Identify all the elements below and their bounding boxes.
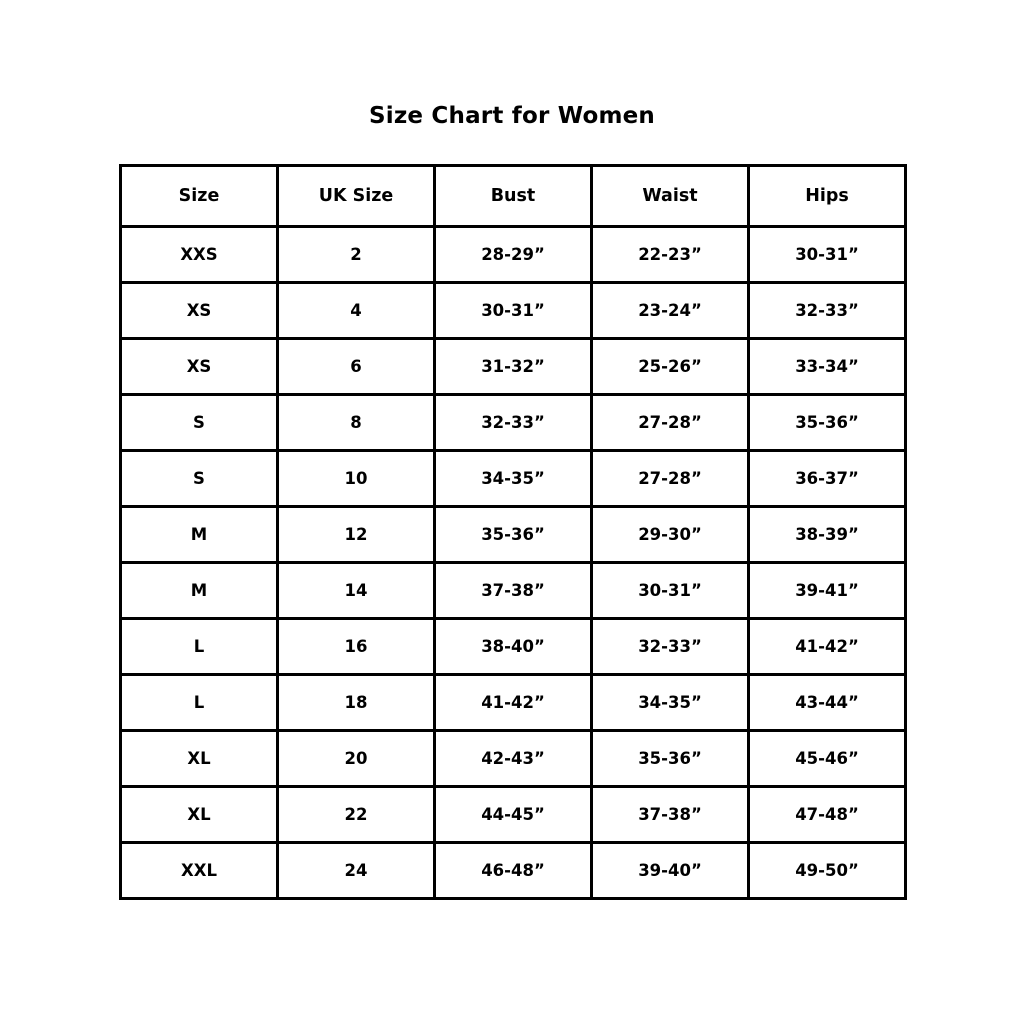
- cell-size: XL: [121, 731, 278, 787]
- cell-size: L: [121, 619, 278, 675]
- table-row: [121, 843, 906, 899]
- cell-uk-size: 16: [278, 619, 435, 675]
- cell-size: XXS: [121, 227, 278, 283]
- column-header-uk-size: UK Size: [278, 166, 435, 227]
- cell-hips: 30-31”: [749, 227, 906, 283]
- cell-hips: 39-41”: [749, 563, 906, 619]
- cell-uk-size: 8: [278, 395, 435, 451]
- cell-uk-size: 14: [278, 563, 435, 619]
- cell-hips: 47-48”: [749, 787, 906, 843]
- cell-waist: 37-38”: [592, 787, 749, 843]
- cell-uk-size: 10: [278, 451, 435, 507]
- cell-uk-size: 12: [278, 507, 435, 563]
- table-row: [121, 395, 906, 451]
- cell-waist: 25-26”: [592, 339, 749, 395]
- cell-waist: 23-24”: [592, 283, 749, 339]
- cell-bust: 31-32”: [435, 339, 592, 395]
- cell-bust: 34-35”: [435, 451, 592, 507]
- cell-bust: 38-40”: [435, 619, 592, 675]
- cell-bust: 44-45”: [435, 787, 592, 843]
- page-title: Size Chart for Women: [368, 103, 655, 129]
- cell-hips: 32-33”: [749, 283, 906, 339]
- cell-bust: 32-33”: [435, 395, 592, 451]
- cell-uk-size: 6: [278, 339, 435, 395]
- cell-waist: 32-33”: [592, 619, 749, 675]
- cell-waist: 29-30”: [592, 507, 749, 563]
- table-row: [121, 339, 906, 395]
- cell-bust: 37-38”: [435, 563, 592, 619]
- column-header-size: Size: [121, 166, 278, 227]
- table-row: [121, 619, 906, 675]
- cell-uk-size: 18: [278, 675, 435, 731]
- table-row: [121, 283, 906, 339]
- cell-waist: 39-40”: [592, 843, 749, 899]
- cell-size: M: [121, 563, 278, 619]
- table-row: [121, 507, 906, 563]
- table-header: [121, 166, 906, 227]
- cell-waist: 27-28”: [592, 451, 749, 507]
- cell-hips: 49-50”: [749, 843, 906, 899]
- column-header-waist: Waist: [592, 166, 749, 227]
- table-row: [121, 451, 906, 507]
- cell-hips: 43-44”: [749, 675, 906, 731]
- cell-size: M: [121, 507, 278, 563]
- cell-uk-size: 22: [278, 787, 435, 843]
- cell-hips: 45-46”: [749, 731, 906, 787]
- table-row: [121, 731, 906, 787]
- cell-size: S: [121, 451, 278, 507]
- cell-bust: 35-36”: [435, 507, 592, 563]
- table-row: [121, 227, 906, 283]
- cell-bust: 28-29”: [435, 227, 592, 283]
- cell-waist: 35-36”: [592, 731, 749, 787]
- table-row: [121, 563, 906, 619]
- cell-hips: 33-34”: [749, 339, 906, 395]
- cell-hips: 41-42”: [749, 619, 906, 675]
- column-header-bust: Bust: [435, 166, 592, 227]
- cell-bust: 46-48”: [435, 843, 592, 899]
- size-chart-table: [119, 164, 907, 900]
- table-body: [121, 227, 906, 899]
- column-header-hips: Hips: [749, 166, 906, 227]
- cell-bust: 30-31”: [435, 283, 592, 339]
- cell-bust: 41-42”: [435, 675, 592, 731]
- table-row: [121, 787, 906, 843]
- cell-bust: 42-43”: [435, 731, 592, 787]
- cell-hips: 35-36”: [749, 395, 906, 451]
- cell-waist: 22-23”: [592, 227, 749, 283]
- cell-size: XXL: [121, 843, 278, 899]
- table-row: [121, 675, 906, 731]
- cell-uk-size: 24: [278, 843, 435, 899]
- cell-size: XL: [121, 787, 278, 843]
- cell-hips: 38-39”: [749, 507, 906, 563]
- cell-uk-size: 4: [278, 283, 435, 339]
- cell-size: S: [121, 395, 278, 451]
- cell-waist: 30-31”: [592, 563, 749, 619]
- cell-hips: 36-37”: [749, 451, 906, 507]
- cell-waist: 27-28”: [592, 395, 749, 451]
- cell-uk-size: 20: [278, 731, 435, 787]
- cell-size: L: [121, 675, 278, 731]
- table-header-row: [121, 166, 906, 227]
- cell-uk-size: 2: [278, 227, 435, 283]
- cell-waist: 34-35”: [592, 675, 749, 731]
- cell-size: XS: [121, 283, 278, 339]
- size-chart-table-wrapper: [119, 164, 904, 900]
- cell-size: XS: [121, 339, 278, 395]
